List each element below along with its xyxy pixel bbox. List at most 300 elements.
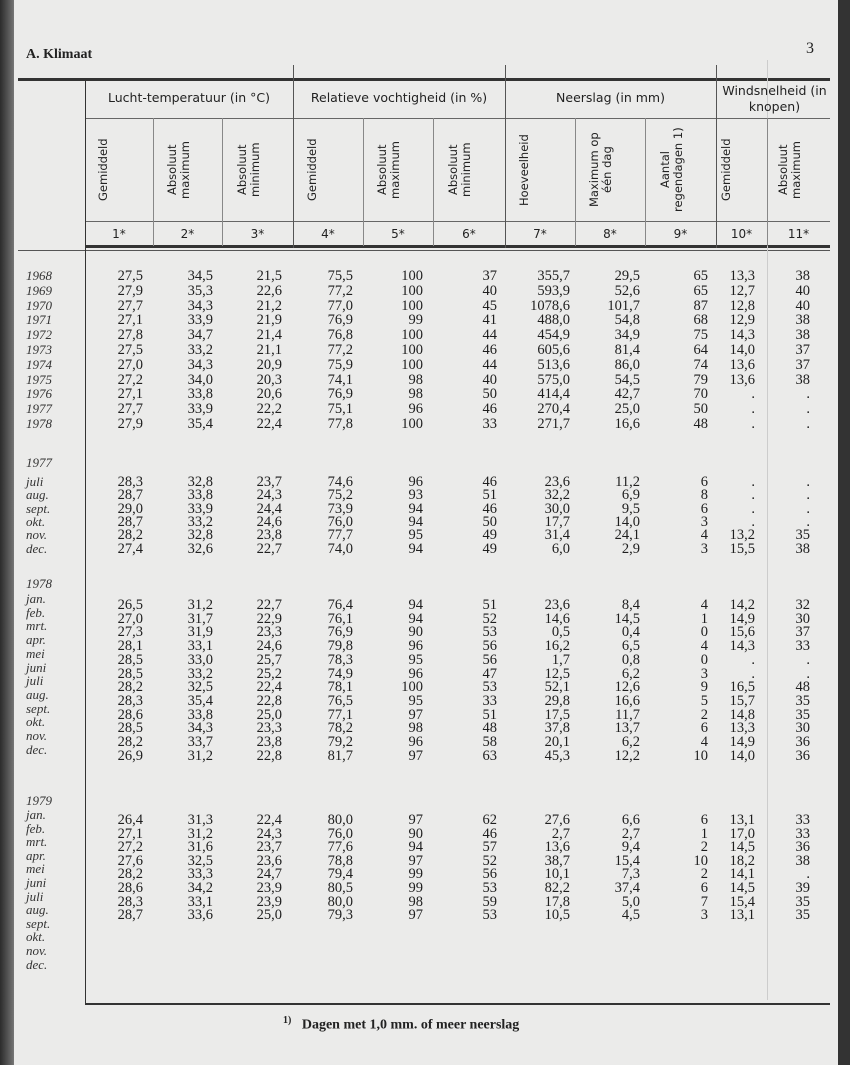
table-cell: 75,1	[327, 401, 353, 418]
column-divider	[433, 118, 434, 246]
row-label: dec.	[26, 956, 48, 972]
table-cell: 56	[482, 651, 497, 668]
table-cell: .	[751, 651, 755, 668]
table-cell: 6	[700, 880, 708, 896]
table-cell: 23,9	[256, 893, 282, 910]
table-cell: 76,1	[327, 610, 353, 627]
table-cell: 98	[408, 371, 423, 388]
table-cell: 76,0	[327, 825, 353, 842]
column-header: Gemiddeld	[718, 138, 733, 202]
row-label: okt.	[26, 929, 46, 945]
table-cell: 33	[795, 638, 810, 655]
table-cell: 54,8	[614, 312, 640, 329]
table-cell: 51	[482, 597, 497, 613]
table-cell: 37,8	[544, 720, 570, 737]
top-rule	[18, 78, 830, 81]
table-cell: 37	[795, 342, 810, 358]
table-cell: 1,7	[551, 651, 570, 668]
table-cell: 20,6	[256, 386, 282, 403]
row-label: apr.	[26, 847, 46, 863]
table-cell: 33,2	[187, 665, 213, 682]
table-cell: 6	[700, 500, 708, 517]
table-cell: 49	[482, 540, 497, 557]
table-cell: 81,7	[327, 747, 353, 764]
table-cell: 96	[408, 474, 423, 490]
row-label: sept.	[26, 915, 51, 931]
row-label: juli	[26, 888, 44, 904]
table-cell: 27,1	[117, 825, 143, 842]
row-label: 1970	[26, 297, 52, 313]
table-cell: 45,3	[544, 747, 570, 764]
table-cell: 9,4	[621, 839, 640, 856]
column-divider	[222, 118, 223, 246]
page-number: 3	[806, 40, 814, 57]
table-cell: 12,8	[729, 297, 755, 314]
scan-edge-right	[838, 0, 850, 1065]
table-cell: 0,8	[621, 651, 640, 668]
table-cell: 41	[482, 312, 497, 329]
table-cell: .	[751, 386, 755, 403]
table-cell: .	[806, 386, 810, 403]
table-cell: 31,2	[187, 747, 213, 764]
table-cell: 100	[401, 416, 423, 432]
table-cell: 25,0	[614, 401, 640, 418]
table-cell: 37,4	[614, 880, 640, 896]
footnote-text: Dagen met 1,0 mm. of meer neerslag	[301, 1017, 520, 1033]
table-cell: 8,4	[621, 597, 640, 613]
table-cell: 34,3	[187, 356, 213, 373]
table-cell: 2,7	[551, 825, 570, 842]
row-label: 1968	[26, 268, 52, 283]
row-label: 1972	[26, 327, 52, 343]
table-cell: 76,9	[327, 312, 353, 329]
table-cell: 6,2	[621, 665, 640, 682]
table-cell: 56	[482, 866, 497, 883]
column-header: Absoluut maximum	[775, 141, 803, 199]
table-cell: 28,3	[117, 893, 143, 910]
table-cell: 37	[795, 624, 810, 641]
table-cell: .	[806, 416, 810, 432]
table-cell: 13,1	[729, 812, 755, 828]
table-cell: 77,1	[327, 706, 353, 723]
table-cell: 0	[700, 624, 708, 641]
table-cell: 38,7	[544, 852, 570, 869]
table-cell: 605,6	[537, 342, 570, 358]
row-label: dec.	[26, 540, 48, 556]
table-cell: 31,4	[544, 527, 570, 544]
table-cell: 52,6	[614, 282, 640, 299]
table-cell: 28,2	[117, 734, 143, 750]
table-cell: 18,2	[729, 852, 755, 869]
table-cell: 33,8	[187, 386, 213, 403]
table-cell: 33,9	[187, 500, 213, 517]
table-cell: 27,4	[117, 540, 143, 557]
table-cell: 23,7	[256, 474, 282, 490]
table-cell: 16,5	[729, 679, 755, 696]
table-cell: 32,5	[187, 679, 213, 696]
table-cell: 10,1	[544, 866, 570, 883]
table-cell: 29,8	[544, 692, 570, 709]
table-cell: 46	[482, 474, 497, 490]
table-cell: 32,5	[187, 852, 213, 869]
column-header: Maximum op één dag	[587, 132, 614, 208]
table-cell: 31,2	[187, 825, 213, 842]
table-cell: 99	[408, 880, 423, 896]
table-cell: 30	[795, 610, 810, 627]
table-cell: 1	[700, 610, 708, 627]
table-cell: 3	[700, 665, 708, 682]
table-cell: 52,1	[544, 679, 570, 696]
table-cell: 33	[482, 416, 497, 432]
table-cell: 16,6	[614, 416, 640, 432]
table-cell: 14,3	[729, 327, 755, 344]
table-cell: 77,2	[327, 282, 353, 299]
table-cell: 6	[700, 720, 708, 737]
table-cell: 50	[482, 513, 497, 530]
table-cell: 575,0	[537, 371, 570, 388]
table-cell: 79	[693, 371, 708, 388]
table-cell: 33,7	[187, 734, 213, 750]
table-cell: 7,3	[621, 866, 640, 883]
row-label: dec.	[26, 741, 48, 757]
table-cell: 96	[408, 734, 423, 750]
table-cell: 22,2	[256, 401, 282, 418]
header-bottom-rule-2	[18, 250, 830, 251]
table-cell: 57	[482, 839, 497, 856]
table-cell: 59	[482, 893, 497, 910]
table-cell: 13,7	[614, 720, 640, 737]
table-cell: 14,9	[729, 734, 755, 750]
table-cell: 86,0	[614, 356, 640, 373]
column-number: 8*	[603, 227, 617, 241]
table-cell: 26,5	[117, 597, 143, 613]
table-cell: 53	[482, 907, 497, 924]
group-rule	[85, 118, 830, 119]
table-cell: 38	[795, 268, 810, 284]
column-divider	[645, 118, 646, 246]
table-cell: 96	[408, 401, 423, 418]
table-cell: 9	[700, 679, 708, 696]
table-cell: 76,9	[327, 386, 353, 403]
table-cell: 23,8	[256, 527, 282, 544]
table-cell: 3	[700, 907, 708, 924]
table-cell: 10	[693, 747, 708, 764]
table-cell: 11,7	[615, 706, 640, 723]
table-cell: 6,0	[551, 540, 570, 557]
table-cell: 33,8	[187, 487, 213, 504]
table-cell: 62	[482, 812, 497, 828]
header-bottom-rule	[85, 245, 830, 248]
table-cell: 34,2	[187, 880, 213, 896]
table-cell: 97	[408, 907, 423, 924]
table-cell: 73,9	[327, 500, 353, 517]
row-label: mrt.	[26, 618, 48, 634]
table-cell: 74,6	[327, 474, 353, 490]
table-cell: 29,0	[117, 500, 143, 517]
table-cell: 32,6	[187, 540, 213, 557]
table-cell: 7	[700, 893, 708, 910]
table-cell: 94	[408, 610, 423, 627]
table-cell: 36	[795, 747, 810, 764]
table-cell: 35,4	[187, 692, 213, 709]
table-cell: 270,4	[537, 401, 570, 418]
table-cell: 4	[700, 734, 708, 750]
row-label: 1976	[26, 386, 52, 402]
table-cell: 28,5	[117, 720, 143, 737]
table-cell: 79,4	[327, 866, 353, 883]
table-cell: 0	[700, 651, 708, 668]
table-cell: 14,5	[729, 880, 755, 896]
table-cell: 17,8	[544, 893, 570, 910]
table-cell: 5,0	[621, 893, 640, 910]
table-cell: 78,8	[327, 852, 353, 869]
table-cell: 38	[795, 312, 810, 329]
table-cell: 22,4	[256, 679, 282, 696]
table-cell: 76,9	[327, 624, 353, 641]
table-cell: 96	[408, 638, 423, 655]
table-cell: 93	[408, 487, 423, 504]
row-label: aug.	[26, 487, 49, 503]
table-cell: 414,4	[537, 386, 570, 403]
table-cell: 22,7	[256, 540, 282, 557]
table-cell: 65	[693, 282, 708, 299]
table-cell: 74,0	[327, 540, 353, 557]
table-cell: 20,1	[544, 734, 570, 750]
table-cell: 16,2	[544, 638, 570, 655]
table-cell: 14,0	[729, 747, 755, 764]
table-cell: 56	[482, 638, 497, 655]
row-label: juli	[26, 673, 44, 689]
table-cell: 98	[408, 720, 423, 737]
table-cell: 79,2	[327, 734, 353, 750]
table-cell: 96	[408, 665, 423, 682]
table-cell: 35,4	[187, 416, 213, 432]
table-cell: 44	[482, 356, 497, 373]
table-cell: 1078,6	[530, 297, 570, 314]
table-cell: 75	[693, 327, 708, 344]
table-cell: 33,3	[187, 866, 213, 883]
table-cell: 32	[795, 597, 810, 613]
table-cell: 22,9	[256, 610, 282, 627]
table-cell: 79,8	[327, 638, 353, 655]
table-cell: 35	[795, 907, 810, 924]
table-cell: 15,4	[614, 852, 640, 869]
table-cell: 4	[700, 597, 708, 613]
table-cell: 33,0	[187, 651, 213, 668]
table-cell: 27,5	[117, 268, 143, 284]
table-cell: .	[751, 474, 755, 490]
table-cell: 37	[795, 356, 810, 373]
table-cell: 35	[795, 706, 810, 723]
table-cell: 28,7	[117, 907, 143, 924]
table-cell: 33,9	[187, 401, 213, 418]
table-cell: 23,9	[256, 880, 282, 896]
row-label: juni	[26, 659, 47, 675]
column-divider	[153, 118, 154, 246]
table-cell: 22,8	[256, 747, 282, 764]
table-cell: 31,7	[187, 610, 213, 627]
table-cell: 2,7	[621, 825, 640, 842]
table-cell: 76,5	[327, 692, 353, 709]
table-cell: 3	[700, 540, 708, 557]
table-cell: 28,2	[117, 866, 143, 883]
column-header: Hoeveelheid	[517, 134, 531, 206]
column-number: 5*	[391, 227, 405, 241]
table-cell: 14,5	[729, 839, 755, 856]
table-cell: 15,7	[729, 692, 755, 709]
table-cell: 33	[795, 812, 810, 828]
row-label: 1974	[26, 356, 52, 372]
table-cell: 97	[408, 706, 423, 723]
table-cell: 21,4	[256, 327, 282, 344]
table-cell: 10	[693, 852, 708, 869]
row-label: feb.	[26, 820, 46, 836]
table-cell: 100	[401, 268, 423, 284]
table-cell: 99	[408, 866, 423, 883]
column-header: Absoluut maximum	[375, 141, 402, 199]
table-cell: 23,3	[256, 720, 282, 737]
row-label: apr.	[26, 632, 46, 648]
table-cell: 27,1	[117, 386, 143, 403]
table-cell: 14,8	[729, 706, 755, 723]
group-header-temperature: Lucht-temperatuur (in °C)	[107, 90, 271, 105]
table-cell: 2	[700, 839, 708, 856]
table-cell: 101,7	[607, 297, 640, 314]
row-label: mrt.	[26, 834, 48, 850]
table-cell: 38	[795, 371, 810, 388]
table-cell: 74,1	[327, 371, 353, 388]
row-label: 1978	[26, 416, 52, 431]
table-cell: 26,4	[117, 812, 143, 828]
row-label: nov.	[26, 943, 48, 958]
column-header: Absoluut minimum	[446, 142, 473, 198]
table-cell: 14,9	[729, 610, 755, 627]
section-year-heading: 1978	[26, 576, 52, 591]
table-cell: .	[806, 665, 810, 682]
column-number: 7*	[533, 227, 547, 241]
table-cell: 23,6	[544, 474, 570, 490]
table-cell: 32,8	[187, 527, 213, 544]
table-cell: 80,0	[327, 893, 353, 910]
table-cell: 28,3	[117, 474, 143, 490]
section-year-heading: 1977	[26, 455, 52, 470]
group-header-humidity: Relatieve vochtigheid (in %)	[310, 90, 488, 105]
table-cell: 6,2	[621, 734, 640, 750]
table-cell: 35	[795, 692, 810, 709]
table-cell: 355,7	[537, 268, 570, 284]
table-cell: 27,9	[117, 416, 143, 432]
subhead-rule	[85, 221, 830, 222]
table-cell: 74	[693, 356, 708, 373]
table-cell: 4,5	[621, 907, 640, 924]
table-cell: 14,0	[614, 513, 640, 530]
column-header: Absoluut minimum	[234, 142, 262, 198]
table-cell: 25,0	[256, 706, 282, 723]
table-cell: 22,7	[256, 597, 282, 613]
table-cell: 26,9	[117, 747, 143, 764]
table-cell: .	[806, 513, 810, 530]
table-cell: 28,2	[117, 679, 143, 696]
table-cell: 30	[795, 720, 810, 737]
table-cell: 100	[401, 356, 423, 373]
table-cell: 17,7	[544, 513, 570, 530]
table-cell: 2,9	[621, 540, 640, 557]
table-cell: 94	[408, 500, 423, 517]
table-cell: .	[751, 416, 755, 432]
table-cell: 24,1	[614, 527, 640, 544]
table-cell: 34,7	[187, 327, 213, 344]
table-cell: 31,2	[187, 597, 213, 613]
table-cell: 100	[401, 282, 423, 299]
table-cell: 46	[482, 825, 497, 842]
table-cell: 35	[795, 893, 810, 910]
table-cell: 10,5	[544, 907, 570, 924]
row-label: sept.	[26, 500, 51, 516]
table-cell: 35	[795, 527, 810, 544]
table-cell: 97	[408, 747, 423, 764]
table-cell: 51	[482, 487, 497, 504]
table-cell: 4	[700, 527, 708, 544]
table-cell: 17,0	[729, 825, 755, 842]
table-cell: 23,7	[256, 839, 282, 856]
table-cell: 80,5	[327, 880, 353, 896]
table-cell: 28,7	[117, 513, 143, 530]
table-cell: 15,5	[729, 540, 755, 557]
table-cell: 94	[408, 540, 423, 557]
table-cell: 33,8	[187, 706, 213, 723]
row-label: nov.	[26, 527, 48, 543]
row-label: feb.	[26, 604, 46, 620]
table-cell: 454,9	[537, 327, 570, 344]
table-cell: 27,6	[544, 812, 570, 828]
table-cell: 87	[693, 297, 708, 314]
table-cell: 27,6	[117, 852, 143, 869]
table-cell: 24,4	[256, 500, 282, 517]
table-cell: 78,3	[327, 651, 353, 668]
table-cell: 77,2	[327, 342, 353, 358]
table-cell: 90	[408, 825, 423, 842]
table-cell: 6	[700, 474, 708, 490]
table-cell: 42,7	[614, 386, 640, 403]
table-cell: 34,3	[187, 720, 213, 737]
table-cell: 76,4	[327, 597, 353, 613]
table-cell: 12,9	[729, 312, 755, 329]
table-cell: 76,0	[327, 513, 353, 530]
table-cell: 98	[408, 386, 423, 403]
table-cell: 16,6	[614, 692, 640, 709]
table-cell: 27,3	[117, 624, 143, 641]
table-cell: 100	[401, 679, 423, 696]
table-cell: 29,5	[614, 268, 640, 284]
group-header-wind: Windsnelheid (in knopen)	[722, 83, 827, 114]
row-label: aug.	[26, 686, 49, 702]
table-cell: 75,2	[327, 487, 353, 504]
table-cell: 13,6	[729, 371, 755, 388]
table-cell: 50	[693, 401, 708, 418]
table-cell: 94	[408, 513, 423, 530]
table-cell: 63	[482, 747, 497, 764]
table-cell: 64	[693, 342, 708, 358]
table-cell: 0,4	[621, 624, 640, 641]
bottom-rule	[85, 1003, 830, 1005]
table-cell: 40	[482, 371, 497, 388]
table-cell: 77,6	[327, 839, 353, 856]
table-cell: .	[806, 401, 810, 418]
table-cell: .	[806, 500, 810, 517]
table-cell: 31,9	[187, 624, 213, 641]
table-cell: 27,8	[117, 327, 143, 344]
table-cell: 34,5	[187, 268, 213, 284]
